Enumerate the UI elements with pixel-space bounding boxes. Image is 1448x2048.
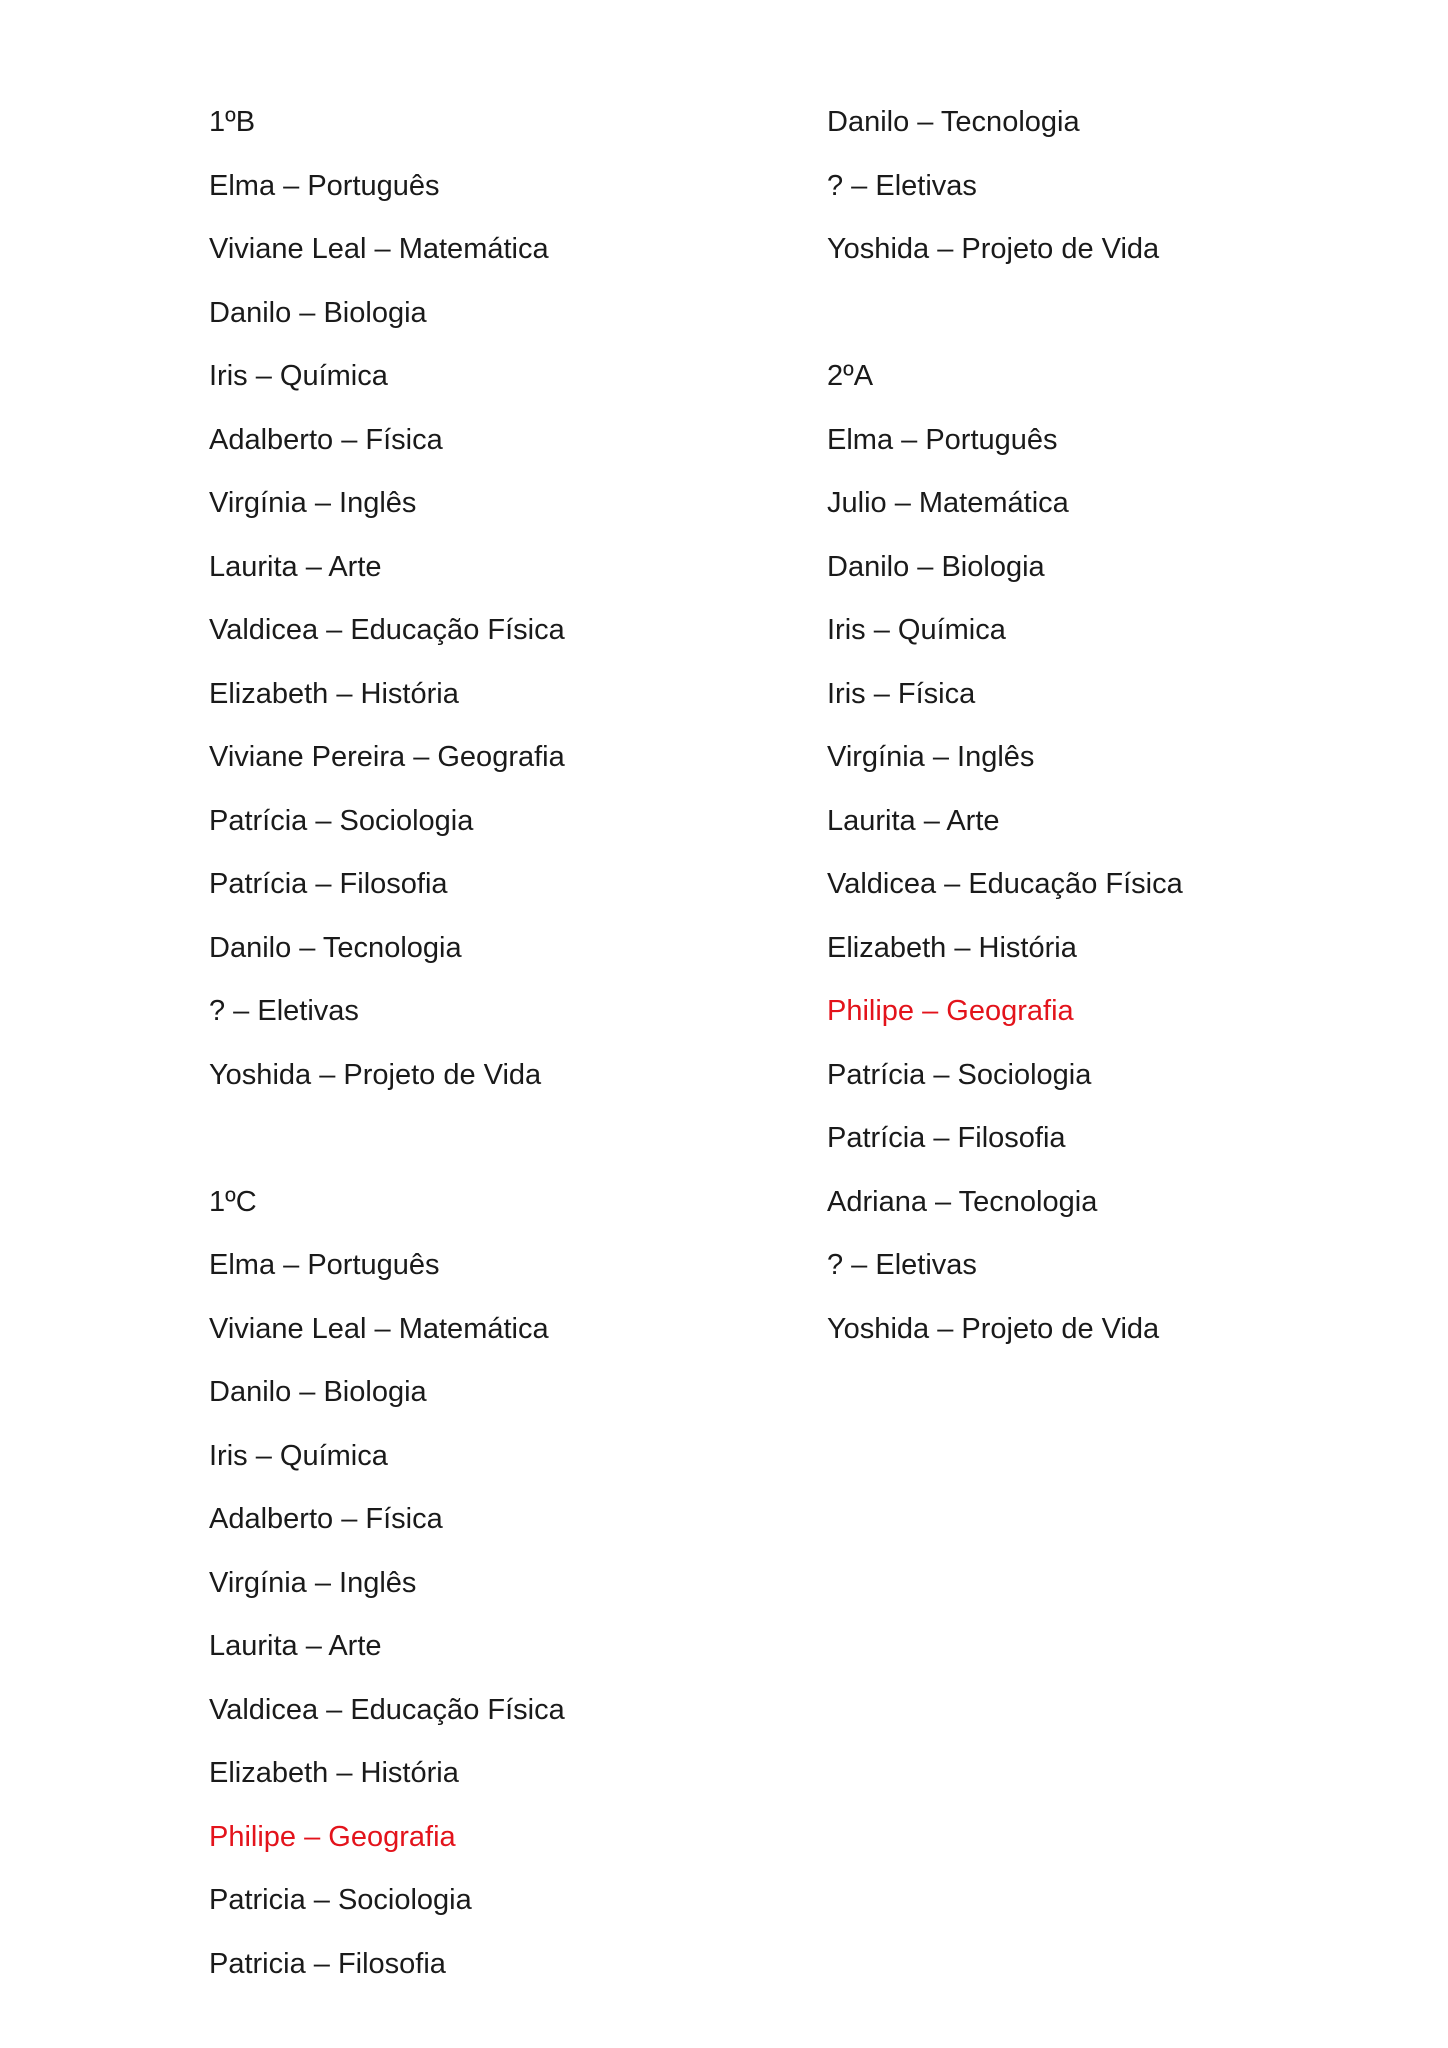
teacher-subject-line: Viviane Leal – Matemática <box>209 233 549 265</box>
teacher-subject-line: Elizabeth – História <box>827 931 1077 964</box>
highlighted-teacher-subject-line: Philipe – Geografia <box>827 995 1074 1027</box>
teacher-subject-line: Virgínia – Inglês <box>827 741 1035 773</box>
teacher-subject-line: Elma – Português <box>827 423 1058 456</box>
teacher-subject-line: Iris – Química <box>209 360 388 392</box>
teacher-subject-line: Patricia – Sociologia <box>209 1884 472 1916</box>
teacher-subject-line: Laurita – Arte <box>209 1630 382 1662</box>
teacher-subject-line: Valdicea – Educação Física <box>827 868 1183 900</box>
teacher-subject-line: Iris – Química <box>209 1439 388 1472</box>
teacher-subject-line: Adalberto – Física <box>209 1503 443 1535</box>
class-1c-continued-section <box>827 102 1387 293</box>
highlighted-teacher-subject-line: Philipe – Geografia <box>209 1820 456 1853</box>
teacher-subject-line: Adriana – Tecnologia <box>827 1185 1098 1218</box>
teacher-subject-line: Patricia – Filosofia <box>209 1947 446 1980</box>
teacher-subject-line: Laurita – Arte <box>827 804 1000 837</box>
class-2a-section <box>827 356 1387 1372</box>
blank-line <box>209 1118 769 1182</box>
left-column <box>209 102 769 2007</box>
teacher-subject-line: ? – Eletivas <box>827 169 977 202</box>
teacher-subject-line: Virgínia – Inglês <box>209 1566 417 1599</box>
class-heading: 2ºA <box>827 360 874 392</box>
teacher-subject-line: Danilo – Tecnologia <box>827 106 1080 138</box>
teacher-subject-line: Patrícia – Sociologia <box>209 804 474 837</box>
teacher-subject-line: Danilo – Biologia <box>827 550 1045 583</box>
teacher-subject-line: Patrícia – Filosofia <box>209 868 448 900</box>
teacher-subject-line: Elizabeth – História <box>209 1757 459 1789</box>
teacher-subject-line: Patrícia – Filosofia <box>827 1122 1066 1154</box>
teacher-subject-line: Danilo – Biologia <box>209 1376 427 1408</box>
class-heading: 1ºC <box>209 1185 257 1218</box>
teacher-subject-line: Danilo – Biologia <box>209 296 427 329</box>
teacher-subject-line: Elma – Português <box>209 1249 440 1281</box>
teacher-subject-line: Julio – Matemática <box>827 487 1069 519</box>
teacher-subject-line: Yoshida – Projeto de Vida <box>827 233 1160 265</box>
teacher-subject-line: Elma – Português <box>209 169 440 202</box>
teacher-subject-line: Laurita – Arte <box>209 550 382 583</box>
teacher-subject-line: ? – Eletivas <box>209 995 359 1027</box>
teacher-subject-line: Viviane Pereira – Geografia <box>209 741 565 773</box>
teacher-subject-line: Iris – Física <box>827 677 976 710</box>
teacher-subject-line: Elizabeth – História <box>209 677 459 710</box>
teacher-subject-line: Yoshida – Projeto de Vida <box>827 1312 1160 1345</box>
teacher-subject-line: Patrícia – Sociologia <box>827 1058 1092 1091</box>
class-1b-section <box>209 102 769 1118</box>
right-column <box>827 102 1387 1372</box>
teacher-subject-line: Iris – Química <box>827 614 1006 646</box>
blank-line <box>827 293 1387 357</box>
teacher-subject-line: Danilo – Tecnologia <box>209 931 462 964</box>
teacher-subject-line: Yoshida – Projeto de Vida <box>209 1058 542 1091</box>
teacher-subject-line: ? – Eletivas <box>827 1249 977 1281</box>
class-1c-section <box>209 1182 769 2008</box>
teacher-subject-line: Virgínia – Inglês <box>209 487 417 519</box>
teacher-subject-line: Valdicea – Educação Física <box>209 1693 565 1726</box>
class-heading: 1ºB <box>209 106 256 138</box>
teacher-subject-line: Viviane Leal – Matemática <box>209 1312 549 1345</box>
teacher-subject-line: Adalberto – Física <box>209 423 443 456</box>
teacher-subject-line: Valdicea – Educação Física <box>209 614 565 646</box>
